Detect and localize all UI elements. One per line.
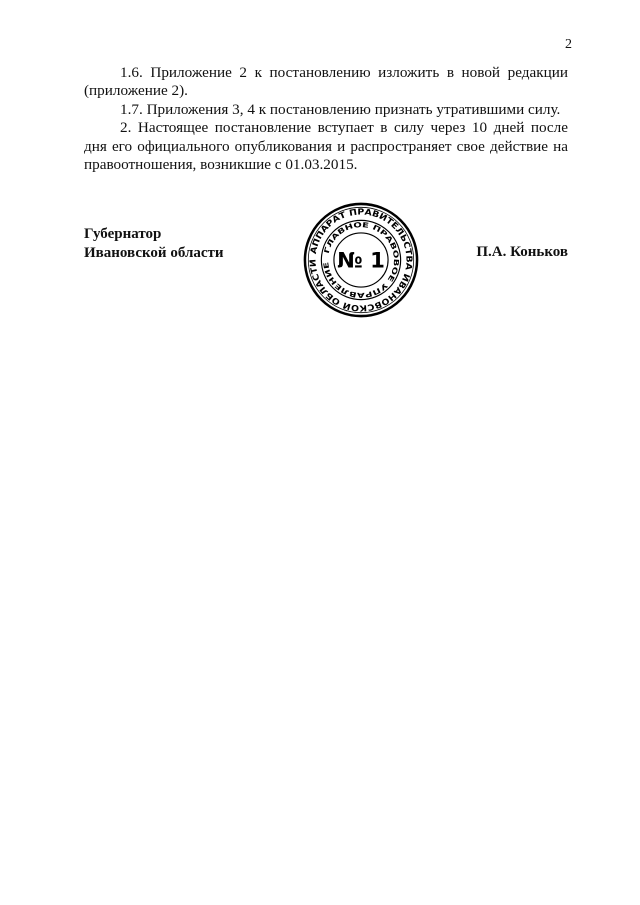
seal-outer-text: АППАРАТ ПРАВИТЕЛЬСТВА ИВАНОВСКОЙ ОБЛАСТИ xyxy=(307,206,415,314)
paragraph-1-7: 1.7. Приложения 3, 4 к постановлению признать утратившими силу. xyxy=(120,100,561,118)
signatory-title: Губернатор xyxy=(84,226,162,242)
seal-center-number: № 1 xyxy=(337,248,385,274)
document-body xyxy=(84,64,568,174)
paragraph-2: 2. Настоящее постановление вступает в силу через 10 дней после дня его официального опубликования и распространяет свое действие на правоотношения, возникшие с 01.03.2015. xyxy=(84,119,568,174)
signatory-position xyxy=(84,225,224,262)
signatory-region: Ивановской области xyxy=(84,244,224,261)
paragraph-1-6: 1.6. Приложение 2 к постановлению изложить в новой редакции (приложение 2). xyxy=(84,64,568,100)
official-seal xyxy=(303,202,419,318)
seal-inner-text: ГЛАВНОЕ ПРАВОВОЕ УПРАВЛЕНИЕ xyxy=(322,221,401,299)
page-number: 2 xyxy=(565,37,572,52)
signatory-name: П.А. Коньков xyxy=(476,244,568,260)
